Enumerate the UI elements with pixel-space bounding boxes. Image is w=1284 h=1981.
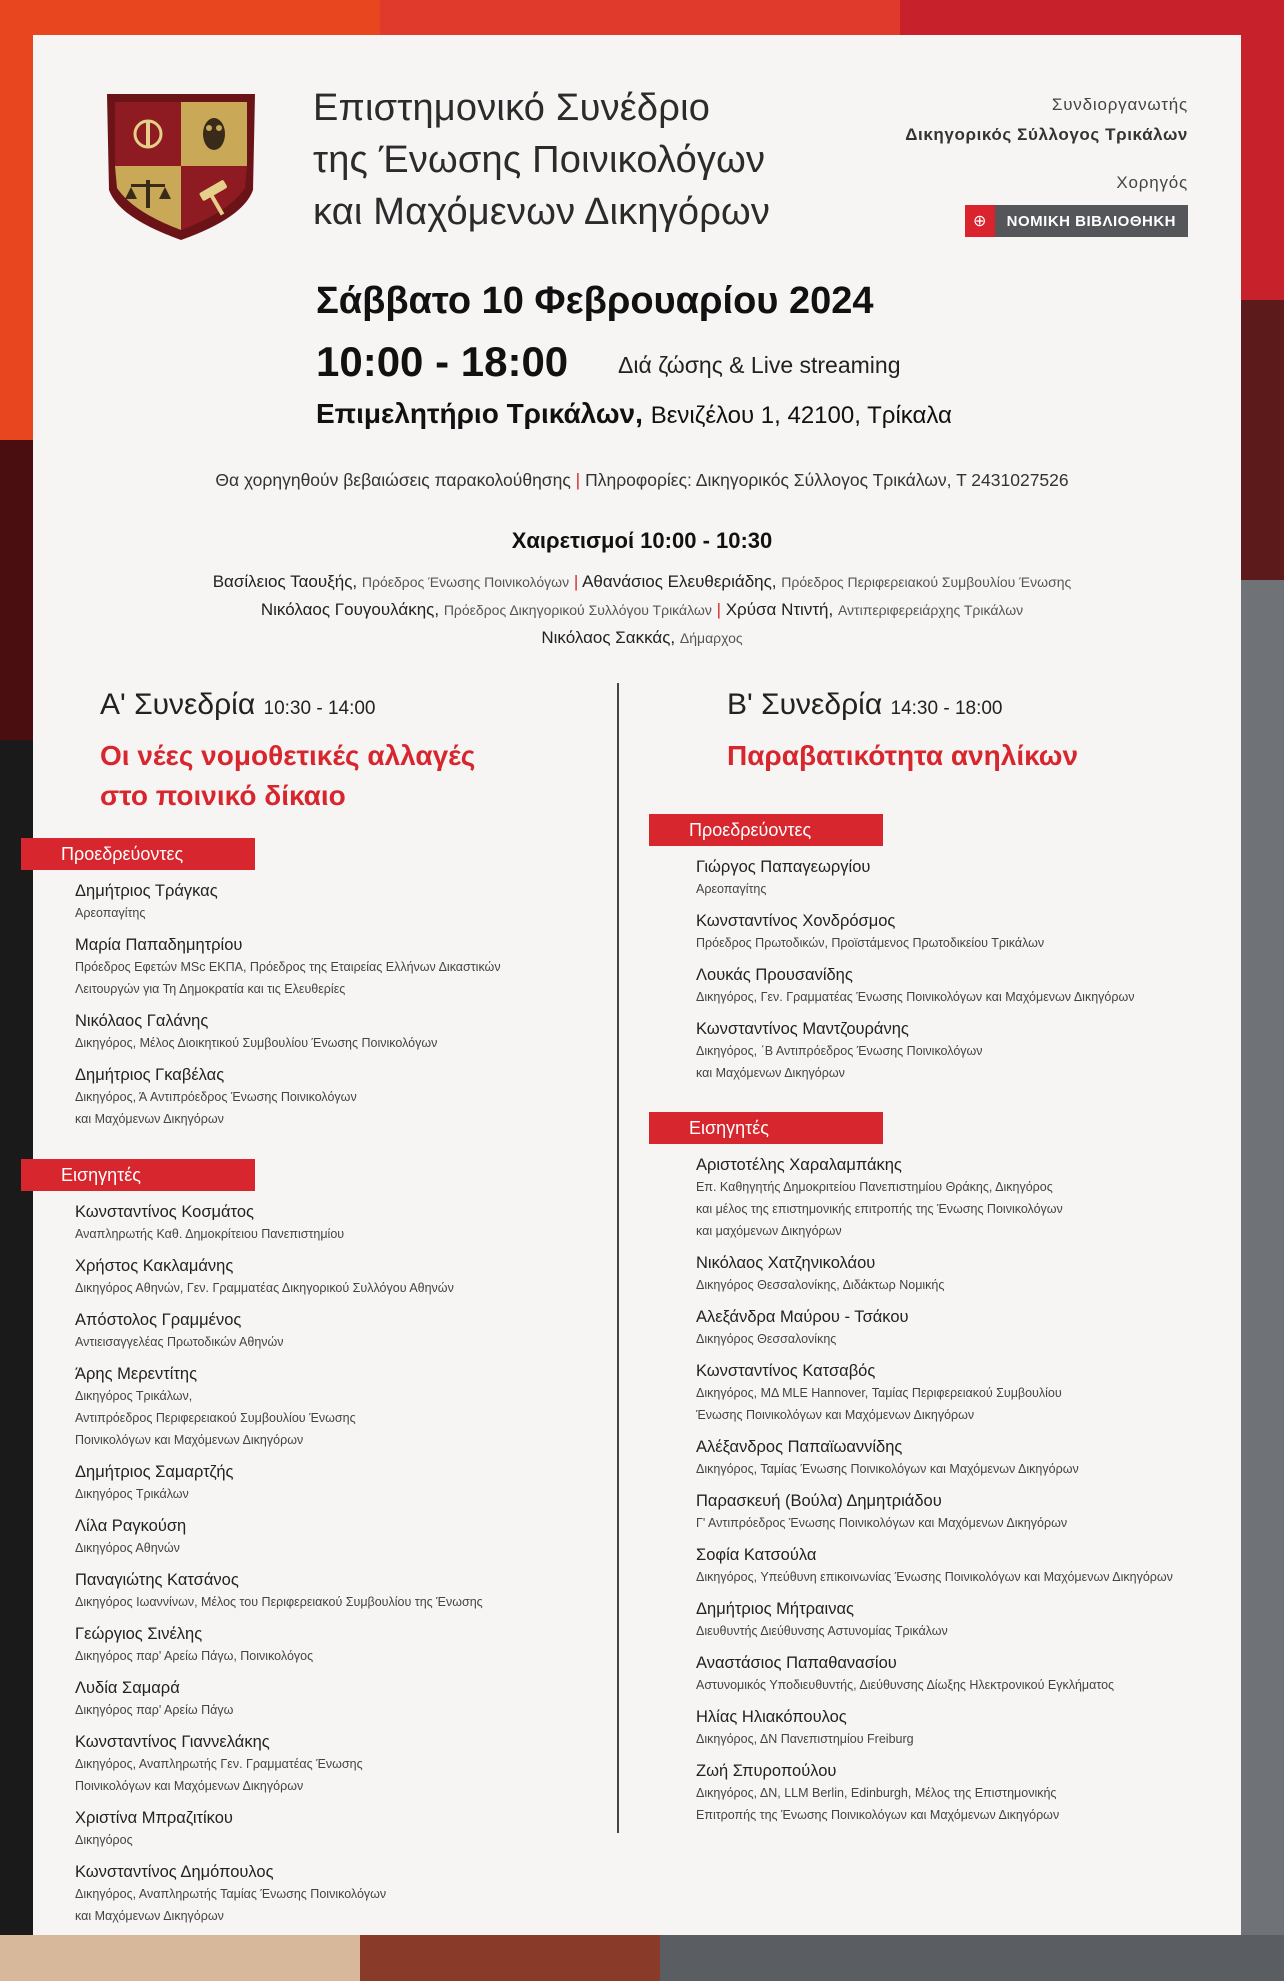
session-title-text: Β' Συνεδρία bbox=[727, 688, 883, 721]
person-role: Δικηγόρος, Ταμίας Ένωσης Ποινικολόγων και Μαχόμενων Δικηγόρων bbox=[696, 1462, 1079, 1476]
person-entry bbox=[75, 1461, 601, 1505]
greetings-row bbox=[0, 568, 1284, 596]
person-name: Λουκάς Προυσανίδης bbox=[696, 966, 853, 984]
session-a-chairs bbox=[21, 838, 601, 1130]
person-role: Δικηγόρος Αθηνών bbox=[75, 1541, 180, 1555]
person-role: Πρόεδρος Εφετών MSc ΕΚΠΑ, Πρόεδρος της Εταιρείας Ελλήνων Δικαστικών bbox=[75, 960, 501, 974]
event-time: 10:00 - 18:00 bbox=[316, 338, 569, 385]
person-entry bbox=[75, 1515, 601, 1559]
co-organizer-name: Δικηγορικός Σύλλογος Τρικάλων bbox=[905, 125, 1188, 144]
person-role: Πρόεδρος Πρωτοδικών, Προϊστάμενος Πρωτοδικείου Τρικάλων bbox=[696, 936, 1045, 950]
person-role: Δικηγόρος Ιωαννίνων, Μέλος του Περιφερειακού Συμβουλίου της Ένωσης bbox=[75, 1595, 483, 1609]
co-organizer-label: Συνδιοργανωτής bbox=[1051, 95, 1188, 114]
person-role: και μέλος της επιστημονικής επιτροπής της Ένωσης Ποινικολόγων bbox=[696, 1202, 1063, 1216]
person-entry bbox=[75, 1201, 601, 1245]
session-a-title bbox=[100, 688, 600, 722]
person-name: Γεώργιος Σινέλης bbox=[75, 1625, 203, 1643]
person-role: Δικηγόρος bbox=[75, 1833, 133, 1847]
person-name: Κωνσταντίνος Δημόπουλος bbox=[75, 1863, 274, 1881]
title-line: και Μαχόμενων Δικηγόρων bbox=[313, 191, 771, 233]
column-divider bbox=[617, 683, 619, 1833]
contact-info: Πληροφορίες: Δικηγορικός Σύλλογος Τρικάλων, Τ 2431027526 bbox=[585, 470, 1069, 490]
person-name: Δημήτριος Μήτραινας bbox=[696, 1600, 854, 1618]
subtitle-line: Οι νέες νομοθετικές αλλαγές bbox=[100, 740, 476, 771]
section-band bbox=[649, 1112, 883, 1144]
person-name: Δημήτριος Σαμαρτζής bbox=[75, 1463, 234, 1481]
person-entry bbox=[75, 1255, 601, 1299]
person-role: Λειτουργών για Τη Δημοκρατία και τις Ελευθερίες bbox=[75, 982, 346, 996]
organizers-block bbox=[708, 95, 1188, 237]
info-line bbox=[0, 470, 1284, 491]
session-a-speakers bbox=[21, 1159, 601, 1927]
greeter-name: Νικόλαος Γουγουλάκης, bbox=[260, 600, 440, 619]
title-line: της Ένωσης Ποινικολόγων bbox=[313, 139, 766, 181]
person-name: Παρασκευή (Βούλα) Δημητριάδου bbox=[696, 1492, 942, 1510]
person-role: Αρεοπαγίτης bbox=[75, 906, 146, 920]
sponsor-label: Χορηγός bbox=[1116, 173, 1188, 192]
book-icon: ⊕ bbox=[965, 205, 995, 237]
person-entry bbox=[696, 1490, 1229, 1534]
section-band bbox=[649, 814, 883, 846]
person-entry bbox=[75, 880, 601, 924]
person-name: Αναστάσιος Παπαθανασίου bbox=[696, 1654, 897, 1672]
greeter-role: Πρόεδρος Ένωσης Ποινικολόγων bbox=[361, 574, 570, 590]
person-role: Δικηγόρος, ΔΝ, LLM Berlin, Edinburgh, Μέλος της Επιστημονικής bbox=[696, 1786, 1057, 1800]
person-role: Δικηγόρος Αθηνών, Γεν. Γραμματέας Δικηγορικού Συλλόγου Αθηνών bbox=[75, 1281, 454, 1295]
greetings-title: Χαιρετισμοί 10:00 - 10:30 bbox=[511, 528, 773, 553]
section-band bbox=[21, 1159, 255, 1191]
person-entry bbox=[696, 1760, 1229, 1826]
separator: | bbox=[575, 470, 586, 490]
person-name: Λίλα Ραγκούση bbox=[75, 1517, 187, 1535]
person-entry bbox=[75, 1731, 601, 1797]
session-time: 14:30 - 18:00 bbox=[890, 698, 1003, 719]
event-date: Σάββατο 10 Φεβρουαρίου 2024 bbox=[316, 280, 874, 322]
person-role: Δικηγόρος Τρικάλων bbox=[75, 1487, 189, 1501]
greetings-list bbox=[0, 568, 1284, 652]
venue-address: Βενιζέλου 1, 42100, Τρίκαλα bbox=[650, 402, 952, 429]
session-b-header bbox=[727, 688, 1227, 776]
person-entry bbox=[696, 856, 1229, 900]
person-name: Αλεξάνδρα Μαύρου - Τσάκου bbox=[696, 1308, 909, 1326]
person-role: Δικηγόρος, Μέλος Διοικητικού Συμβουλίου Ένωσης Ποινικολόγων bbox=[75, 1036, 438, 1050]
person-role: Δικηγόρος, ΄Β Αντιπρόεδρος Ένωσης Ποινικολόγων bbox=[696, 1044, 983, 1058]
person-role: Γ' Αντιπρόεδρος Ένωσης Ποινικολόγων και Μαχόμενων Δικηγόρων bbox=[696, 1516, 1068, 1530]
person-name: Κωνσταντίνος Γιαννελάκης bbox=[75, 1733, 270, 1751]
session-b-chairs bbox=[649, 814, 1229, 1084]
greeter-role: Πρόεδρος Περιφερειακού Συμβουλίου Ένωσης bbox=[781, 574, 1072, 590]
person-name: Δημήτριος Τράγκας bbox=[75, 882, 218, 900]
person-entry bbox=[75, 1363, 601, 1451]
sponsor-name: ΝΟΜΙΚΗ ΒΙΒΛΙΟΘΗΚΗ bbox=[995, 205, 1188, 237]
person-name: Κωνσταντίνος Μαντζουράνης bbox=[696, 1020, 909, 1038]
person-role: Δικηγόρος παρ' Αρείω Πάγω, Ποινικολόγος bbox=[75, 1649, 314, 1663]
greeter-name: Χρύσα Ντιντή, bbox=[725, 600, 834, 619]
person-role: Αντιπρόεδρος Περιφερειακού Συμβουλίου Ένωσης bbox=[75, 1411, 356, 1425]
section-band bbox=[21, 838, 255, 870]
session-b-subtitle bbox=[727, 736, 1227, 776]
person-role: και μαχόμενων Δικηγόρων bbox=[696, 1224, 842, 1238]
person-name: Κωνσταντίνος Χονδρόσμος bbox=[696, 912, 896, 930]
person-name: Χρήστος Κακλαμάνης bbox=[75, 1257, 234, 1275]
person-entry bbox=[696, 1252, 1229, 1296]
greeter-name: Βασίλειος Ταουξής, bbox=[212, 572, 358, 591]
greetings-row bbox=[0, 596, 1284, 624]
subtitle-line: Παραβατικότητα ανηλίκων bbox=[727, 740, 1079, 771]
event-venue bbox=[316, 398, 952, 430]
person-role: Δικηγόρος, Υπεύθυνη επικοινωνίας Ένωσης Ποινικολόγων και Μαχόμενων Δικηγόρων bbox=[696, 1570, 1173, 1584]
person-entry bbox=[696, 1436, 1229, 1480]
session-b-title bbox=[727, 688, 1227, 722]
person-role: Αστυνομικός Υποδιευθυντής, Διεύθυνσης Δίωξης Ηλεκτρονικού Εγκλήματος bbox=[696, 1678, 1115, 1692]
person-entry bbox=[696, 1706, 1229, 1750]
title-line: Επιστημονικό Συνέδριο bbox=[313, 87, 711, 129]
band-label: Εισηγητές bbox=[61, 1165, 141, 1185]
person-name: Παναγιώτης Κατσάνος bbox=[75, 1571, 239, 1589]
person-role: Διευθυντής Διεύθυνσης Αστυνομίας Τρικάλων bbox=[696, 1624, 948, 1638]
person-role: Επιτροπής της Ένωσης Ποινικολόγων και Μαχόμενων Δικηγόρων bbox=[696, 1808, 1060, 1822]
greeter-name: Νικόλαος Σακκάς, bbox=[541, 628, 676, 647]
person-entry bbox=[75, 934, 601, 1000]
person-role: Δικηγόρος Θεσσαλονίκης bbox=[696, 1332, 837, 1346]
person-entry bbox=[75, 1861, 601, 1927]
conference-title bbox=[313, 82, 770, 238]
person-entry bbox=[75, 1309, 601, 1353]
person-role: Δικηγόρος παρ' Αρείω Πάγω bbox=[75, 1703, 234, 1717]
person-role: Δικηγόρος Θεσσαλονίκης, Διδάκτωρ Νομικής bbox=[696, 1278, 945, 1292]
person-name: Απόστολος Γραμμένος bbox=[75, 1311, 242, 1329]
person-name: Χριστίνα Μπραζιτίκου bbox=[75, 1809, 233, 1827]
person-name: Αριστοτέλης Χαραλαμπάκης bbox=[696, 1156, 902, 1174]
session-a-header bbox=[100, 688, 600, 816]
person-role: Αρεοπαγίτης bbox=[696, 882, 767, 896]
band-label: Προεδρεύοντες bbox=[61, 844, 184, 864]
greeter-role: Δήμαρχος bbox=[679, 630, 743, 646]
person-role: Δικηγόρος, ΔΝ Πανεπιστημίου Freiburg bbox=[696, 1732, 914, 1746]
person-role: Δικηγόρος, ΜΔ MLE Hannover, Ταμίας Περιφερειακού Συμβουλίου bbox=[696, 1386, 1062, 1400]
person-entry bbox=[696, 1360, 1229, 1426]
person-name: Νικόλαος Χατζηνικολάου bbox=[696, 1254, 876, 1272]
person-name: Άρης Μερεντίτης bbox=[75, 1365, 198, 1383]
greeter-role: Αντιπεριφερειάρχης Τρικάλων bbox=[837, 602, 1024, 618]
person-entry bbox=[696, 1544, 1229, 1588]
person-role: και Μαχόμενων Δικηγόρων bbox=[75, 1112, 224, 1126]
person-role: Επ. Καθηγητής Δημοκριτείου Πανεπιστημίου Θράκης, Δικηγόρος bbox=[696, 1180, 1053, 1194]
separator: | bbox=[716, 600, 721, 619]
person-entry bbox=[75, 1064, 601, 1130]
person-role: και Μαχόμενων Δικηγόρων bbox=[696, 1066, 845, 1080]
person-name: Αλέξανδρος Παπαϊωαννίδης bbox=[696, 1438, 903, 1456]
person-role: Ένωσης Ποινικολόγων και Μαχόμενων Δικηγόρων bbox=[696, 1408, 975, 1422]
person-entry bbox=[696, 1154, 1229, 1242]
person-entry bbox=[75, 1677, 601, 1721]
person-role: Δικηγόρος Τρικάλων, bbox=[75, 1389, 193, 1403]
person-entry bbox=[696, 910, 1229, 954]
person-role: Δικηγόρος, Αναπληρωτής Ταμίας Ένωσης Ποινικολόγων bbox=[75, 1887, 387, 1901]
person-name: Σοφία Κατσούλα bbox=[696, 1546, 817, 1564]
person-entry bbox=[75, 1807, 601, 1851]
person-role: Δικηγόρος, Ά Αντιπρόεδρος Ένωσης Ποινικολόγων bbox=[75, 1090, 357, 1104]
event-mode: Διά ζώσης & Live streaming bbox=[618, 352, 901, 378]
person-role: Ποινικολόγων και Μαχόμενων Δικηγόρων bbox=[75, 1779, 304, 1793]
separator: | bbox=[573, 572, 579, 591]
person-role: και Μαχόμενων Δικηγόρων bbox=[75, 1909, 224, 1923]
person-entry bbox=[75, 1569, 601, 1613]
session-title-text: Α' Συνεδρία bbox=[100, 688, 256, 721]
person-role: Αναπληρωτής Καθ. Δημοκρίτειου Πανεπιστημίου bbox=[75, 1227, 345, 1241]
person-role: Δικηγόρος, Αναπληρωτής Γεν. Γραμματέας Ένωσης bbox=[75, 1757, 363, 1771]
certificate-note: Θα χορηγηθούν βεβαιώσεις παρακολούθησης bbox=[215, 470, 571, 490]
person-entry bbox=[696, 1018, 1229, 1084]
person-role: Δικηγόρος, Γεν. Γραμματέας Ένωσης Ποινικολόγων και Μαχόμενων Δικηγόρων bbox=[696, 990, 1135, 1004]
person-entry bbox=[75, 1010, 601, 1054]
person-name: Κωνσταντίνος Κοσμάτος bbox=[75, 1203, 254, 1221]
person-name: Νικόλαος Γαλάνης bbox=[75, 1012, 209, 1030]
person-name: Ζωή Σπυροπούλου bbox=[696, 1762, 837, 1780]
greeter-role: Πρόεδρος Δικηγορικού Συλλόγου Τρικάλων bbox=[443, 602, 712, 618]
person-name: Λυδία Σαμαρά bbox=[75, 1679, 180, 1697]
person-entry bbox=[696, 1306, 1229, 1350]
person-role: Ποινικολόγων και Μαχόμενων Δικηγόρων bbox=[75, 1433, 304, 1447]
session-b-speakers bbox=[649, 1112, 1229, 1826]
person-role: Αντιεισαγγελέας Πρωτοδικών Αθηνών bbox=[75, 1335, 284, 1349]
venue-name: Επιμελητήριο Τρικάλων, bbox=[316, 398, 643, 429]
person-entry bbox=[696, 1652, 1229, 1696]
sponsor-logo bbox=[965, 205, 1188, 237]
person-name: Δημήτριος Γκαβέλας bbox=[75, 1066, 225, 1084]
band-label: Προεδρεύοντες bbox=[689, 820, 812, 840]
person-name: Γιώργος Παπαγεωργίου bbox=[696, 858, 871, 876]
person-entry bbox=[696, 1598, 1229, 1642]
session-time: 10:30 - 14:00 bbox=[263, 698, 376, 719]
greetings-row bbox=[0, 624, 1284, 652]
session-a-subtitle bbox=[100, 736, 600, 816]
association-crest-logo bbox=[103, 90, 259, 242]
greeter-name: Αθανάσιος Ελευθεριάδης, bbox=[582, 572, 777, 591]
person-entry bbox=[696, 964, 1229, 1008]
subtitle-line: στο ποινικό δίκαιο bbox=[100, 780, 346, 811]
person-entry bbox=[75, 1623, 601, 1667]
band-label: Εισηγητές bbox=[689, 1118, 769, 1138]
person-name: Κωνσταντίνος Κατσαβός bbox=[696, 1362, 876, 1380]
person-name: Ηλίας Ηλιακόπουλος bbox=[696, 1708, 847, 1726]
person-name: Μαρία Παπαδημητρίου bbox=[75, 936, 243, 954]
